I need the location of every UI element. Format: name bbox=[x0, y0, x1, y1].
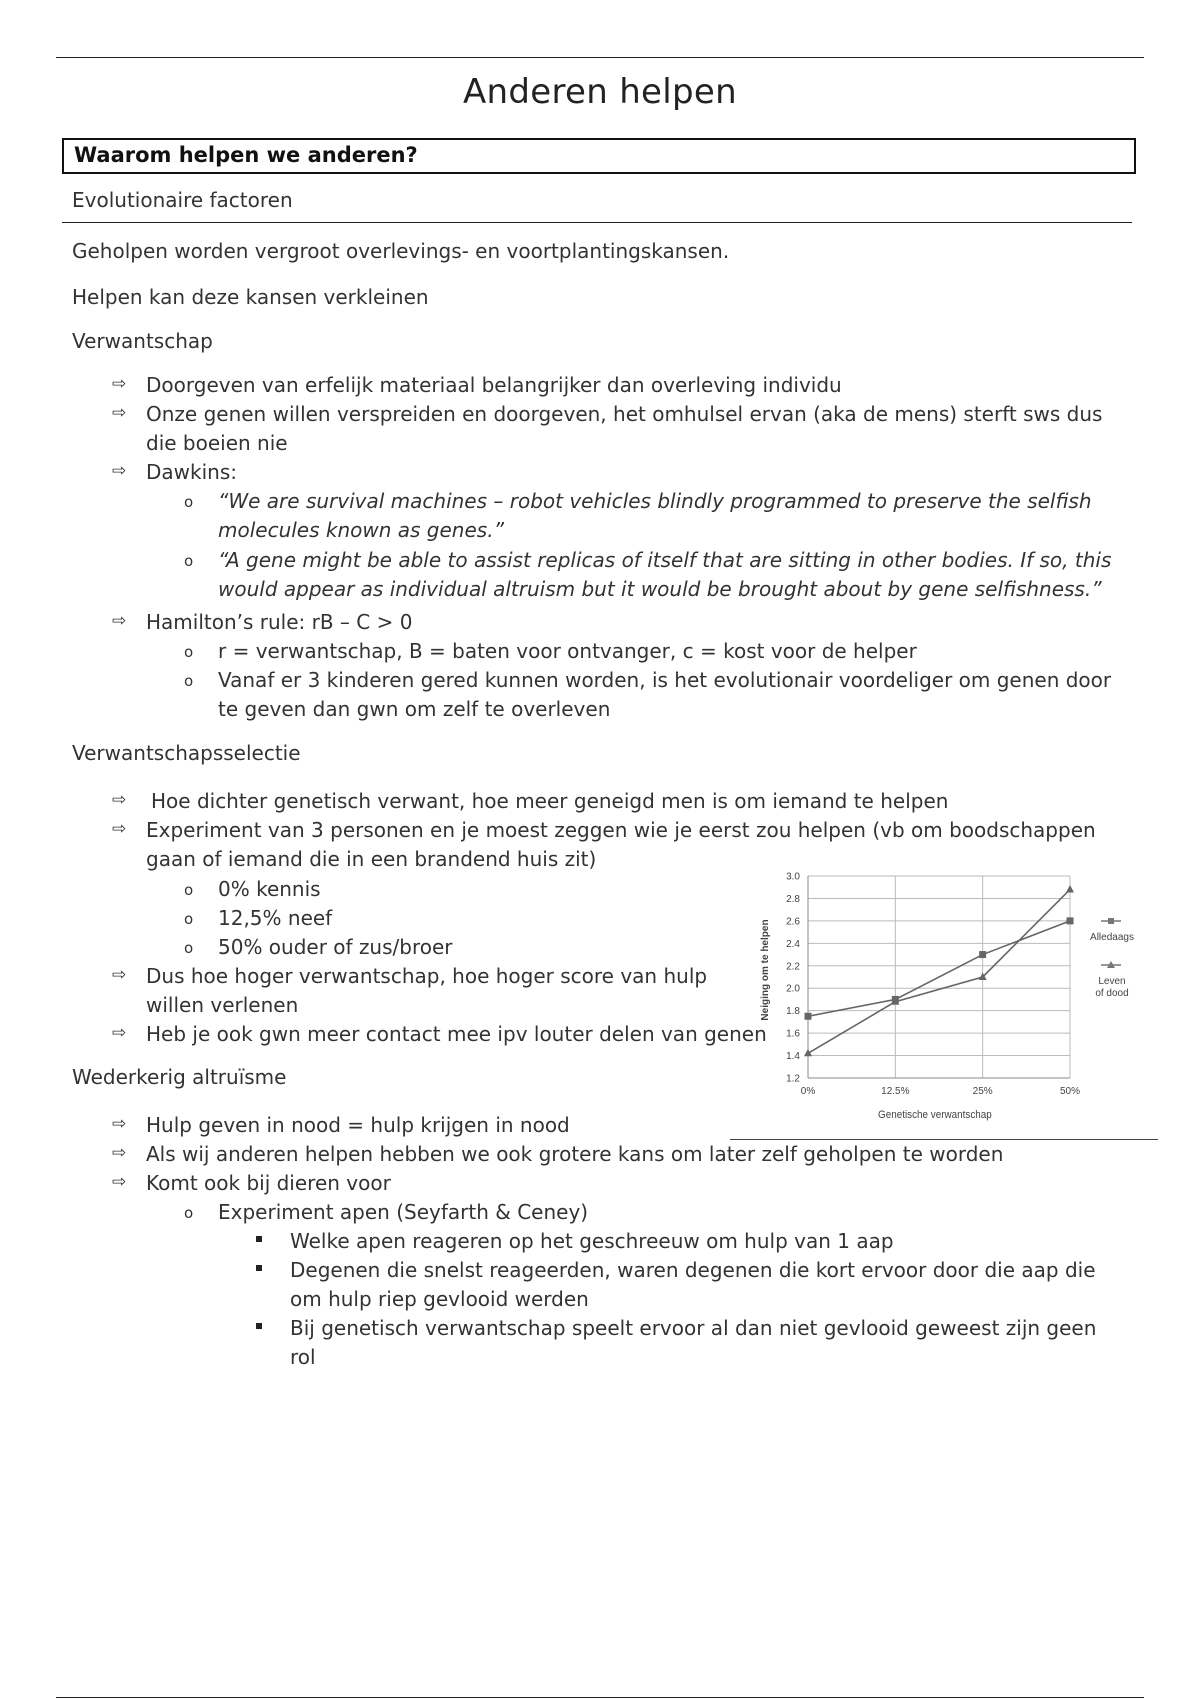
list-item: Onze genen willen verspreiden en doorgeven, het omhulsel ervan (aka de mens) sterft sws dus bbox=[146, 402, 1103, 426]
legend-label: Alledaags bbox=[1090, 932, 1134, 943]
list-item: Hamilton’s rule: rB – C > 0 bbox=[146, 610, 413, 634]
circle-bullet-icon: o bbox=[184, 1204, 194, 1222]
list-item: Experiment van 3 personen en je moest zeggen wie je eerst zou helpen (vb om boodschappen bbox=[146, 818, 1096, 842]
list-item: Bij genetisch verwantschap speelt ervoor al dan niet gevlooid geweest zijn geen bbox=[290, 1316, 1097, 1340]
y-tick-label: 1.4 bbox=[786, 1051, 800, 1063]
y-tick-label: 2.6 bbox=[786, 916, 800, 928]
quote: molecules known as genes.” bbox=[218, 518, 504, 542]
arrow-bullet-icon: ⇨ bbox=[112, 965, 127, 985]
chart-baseline bbox=[730, 1139, 1158, 1140]
y-tick-label: 3.0 bbox=[786, 871, 800, 883]
y-tick-label: 1.8 bbox=[786, 1006, 800, 1018]
list-item: Welke apen reageren op het geschreeuw om hulp van 1 aap bbox=[290, 1229, 894, 1253]
arrow-bullet-icon: ⇨ bbox=[112, 1114, 127, 1134]
list-item: r = verwantschap, B = baten voor ontvanger, c = kost voor de helper bbox=[218, 639, 917, 663]
list-item: Hulp geven in nood = hulp krijgen in nood bbox=[146, 1113, 570, 1137]
x-axis-label: Genetische verwantschap bbox=[878, 1109, 992, 1122]
line-chart bbox=[754, 868, 1154, 1123]
list-item: Doorgeven van erfelijk materiaal belangrijker dan overleving individu bbox=[146, 373, 842, 397]
subheading-evolutionaire: Evolutionaire factoren bbox=[72, 188, 293, 212]
heading-verwantschap: Verwantschap bbox=[72, 329, 213, 353]
section-title: Waarom helpen we anderen? bbox=[62, 138, 1136, 174]
list-item: Experiment apen (Seyfarth & Ceney) bbox=[218, 1200, 589, 1224]
page-title: Anderen helpen bbox=[463, 72, 737, 112]
list-item: Vanaf er 3 kinderen gered kunnen worden, is het evolutionair voordeliger om genen door bbox=[218, 668, 1112, 692]
arrow-bullet-icon: ⇨ bbox=[112, 1172, 127, 1192]
series-line-leven-of-dood bbox=[808, 889, 1070, 1053]
legend bbox=[1090, 918, 1134, 999]
arrow-bullet-icon: ⇨ bbox=[112, 1143, 127, 1163]
heading-wederkerig: Wederkerig altruïsme bbox=[72, 1065, 287, 1089]
list-item: gaan of iemand die in een brandend huis zit) bbox=[146, 847, 597, 871]
subheading-rule bbox=[62, 222, 1132, 223]
square-bullet-icon bbox=[256, 1323, 262, 1329]
data-point-leven-of-dood bbox=[1066, 885, 1074, 893]
circle-bullet-icon: o bbox=[184, 493, 194, 511]
list-item: 12,5% neef bbox=[218, 906, 333, 930]
circle-bullet-icon: o bbox=[184, 672, 194, 690]
paragraph: Geholpen worden vergroot overlevings- en voortplantingskansen. bbox=[72, 239, 730, 263]
quote: “A gene might be able to assist replicas of itself that are sitting in other bodies. If so, this bbox=[218, 548, 1112, 572]
x-tick-label: 25% bbox=[972, 1086, 993, 1097]
y-tick-label: 1.2 bbox=[786, 1073, 800, 1085]
list-item: die boeien nie bbox=[146, 431, 288, 455]
list-item: Hoe dichter genetisch verwant, hoe meer geneigd men is om iemand te helpen bbox=[151, 789, 949, 813]
circle-bullet-icon: o bbox=[184, 552, 194, 570]
y-tick-label: 2.0 bbox=[786, 983, 800, 995]
bottom-rule bbox=[56, 1697, 1144, 1698]
x-tick-label: 0% bbox=[800, 1086, 816, 1097]
y-tick-label: 2.8 bbox=[786, 893, 800, 905]
arrow-bullet-icon: ⇨ bbox=[112, 611, 127, 631]
list-item: Degenen die snelst reageerden, waren degenen die kort ervoor door die aap die bbox=[290, 1258, 1096, 1282]
arrow-bullet-icon: ⇨ bbox=[112, 819, 127, 839]
legend-label: Leven bbox=[1098, 976, 1126, 987]
legend-marker-alledaags bbox=[1108, 918, 1114, 924]
quote: “We are survival machines – robot vehicles blindly programmed to preserve the selfish bbox=[218, 489, 1092, 513]
circle-bullet-icon: o bbox=[184, 881, 194, 899]
paragraph: Helpen kan deze kansen verkleinen bbox=[72, 285, 429, 309]
arrow-bullet-icon: ⇨ bbox=[112, 403, 127, 423]
arrow-bullet-icon: ⇨ bbox=[112, 461, 127, 481]
list-item: Komt ook bij dieren voor bbox=[146, 1171, 391, 1195]
list-item: Heb je ook gwn meer contact mee ipv louter delen van genen bbox=[146, 1022, 767, 1046]
circle-bullet-icon: o bbox=[184, 910, 194, 928]
x-tick-label: 50% bbox=[1059, 1086, 1081, 1097]
y-tick-label: 1.6 bbox=[786, 1028, 800, 1040]
arrow-bullet-icon: ⇨ bbox=[112, 1023, 127, 1043]
list-item: willen verlenen bbox=[146, 993, 299, 1017]
data-point-alledaags bbox=[1067, 917, 1074, 924]
y-tick-label: 2.2 bbox=[786, 961, 800, 973]
list-item: Als wij anderen helpen hebben we ook grotere kans om later zelf geholpen te worden bbox=[146, 1142, 1004, 1166]
list-item: rol bbox=[290, 1345, 316, 1369]
top-rule bbox=[56, 57, 1144, 58]
square-bullet-icon bbox=[256, 1236, 262, 1242]
list-item: te geven dan gwn om zelf te overleven bbox=[218, 697, 611, 721]
list-item: Dus hoe hoger verwantschap, hoe hoger score van hulp bbox=[146, 964, 708, 988]
y-tick-label: 2.4 bbox=[786, 938, 800, 950]
arrow-bullet-icon: ⇨ bbox=[112, 374, 127, 394]
square-bullet-icon bbox=[256, 1265, 262, 1271]
x-tick-label: 12.5% bbox=[881, 1086, 910, 1097]
list-item: om hulp riep gevlooid werden bbox=[290, 1287, 589, 1311]
heading-verwantschapsselectie: Verwantschapsselectie bbox=[72, 741, 301, 765]
circle-bullet-icon: o bbox=[184, 643, 194, 661]
arrow-bullet-icon: ⇨ bbox=[112, 790, 127, 810]
circle-bullet-icon: o bbox=[184, 939, 194, 957]
data-point-alledaags bbox=[979, 951, 986, 958]
series-line-alledaags bbox=[808, 921, 1070, 1016]
y-axis-label: Neiging om te helpen bbox=[760, 919, 771, 1021]
legend-label: of dood bbox=[1095, 988, 1129, 999]
list-item: 0% kennis bbox=[218, 877, 321, 901]
data-point-alledaags bbox=[805, 1013, 812, 1020]
list-item: 50% ouder of zus/broer bbox=[218, 935, 453, 959]
list-item: Dawkins: bbox=[146, 460, 237, 484]
quote: would appear as individual altruism but it would be brought about by gene selfishness.” bbox=[218, 577, 1102, 601]
